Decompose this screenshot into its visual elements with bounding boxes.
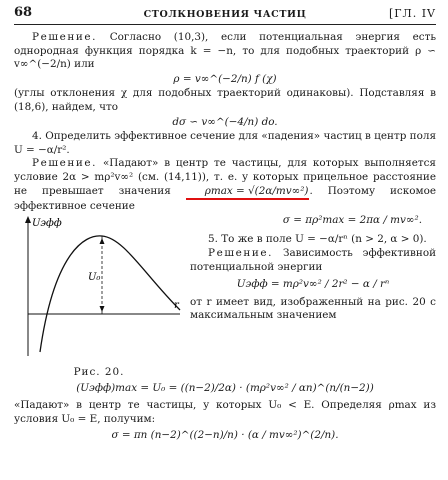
problem-4-solution (14, 157, 436, 213)
figure-20 (14, 214, 184, 380)
problem-5-text-c: «Падают» в центр те частицы, у которых U₀ < E. Определяя ρmax из условия U₀ = E, получим: (14, 398, 436, 425)
problem-5-statement: 5. То же в поле U = −α/rⁿ (n > 2, α > 0). (208, 233, 427, 246)
rho-max-highlight: ρmax = √(2α/mv∞²) (186, 185, 310, 201)
formula-dsigma: dσ ∽ v∞^(−4/n) do. (172, 115, 278, 128)
solution-text: . Поэтому искомое эффективное сечение (14, 184, 436, 213)
page-number: 68 (14, 5, 33, 20)
formula-u-max: (Uэфф)max = U₀ = ((n−2)/2α) · (mρ²v∞² / αn)^(n/(n−2)) (76, 382, 374, 395)
solution-label: Решение. (32, 31, 98, 43)
problem-5-text-b: от r имеет вид, изображенный на рис. 20 с максимальным значением (190, 295, 436, 322)
peak-arrow-down-icon (100, 306, 105, 312)
solution-paragraph-1 (14, 31, 436, 72)
peak-label: U₀ (88, 271, 101, 283)
y-axis-arrow-icon (25, 216, 31, 223)
chapter-ref: [ГЛ. IV (388, 7, 436, 20)
y-axis-label: Uэфф (32, 217, 62, 229)
formula-sigma-5: σ = πn (n−2)^((2−n)/n) · (α / mv∞²)^(2/n). (111, 429, 339, 442)
figure-row (14, 214, 436, 380)
formula-rho: ρ = v∞^(−2/n) f (χ) (173, 72, 277, 85)
peak-arrow-up-icon (100, 238, 105, 244)
potential-curve-figure (14, 214, 184, 364)
solution-paragraph-2: (углы отклонения χ для подобных траекторий одинаковы). Подставляя в (18,6), найдем, что (14, 87, 436, 113)
solution-label: Решение. (32, 157, 98, 170)
right-column (184, 214, 436, 380)
running-title: СТОЛКНОВЕНИЯ ЧАСТИЦ (143, 9, 307, 20)
solution-label: Решение. (208, 246, 274, 259)
problem-5-solution (190, 247, 436, 274)
problem-4-statement: 4. Определить эффективное сечение для «падения» частиц в центр поля U = −α/r². (14, 130, 436, 156)
figure-caption: Рис. 20. (73, 365, 125, 378)
page-header (14, 6, 436, 25)
formula-u-eff: Uэфф = mρ²v∞² / 2r² − α / rⁿ (236, 278, 390, 291)
x-axis-label: r (174, 299, 179, 311)
formula-sigma-4: σ = πρ²max = 2πα / mv∞². (282, 213, 422, 226)
solution-text: «Падают» в центр те частицы, для которых выполняется условие 2α > mρ²v∞² (см. (14,11)), т. е. у которых прицельное расстояние не превышает значения (14, 157, 436, 197)
solution-text: Согласно (10,3), если потенциальная энергия есть однородная функция порядка k = −n, то для подобных траекторий ρ ∽ v∞^(−2/n) или (14, 31, 436, 71)
effective-potential-curve (40, 236, 180, 352)
solution-text: Зависимость эффективной потенциальной энергии (190, 246, 436, 273)
